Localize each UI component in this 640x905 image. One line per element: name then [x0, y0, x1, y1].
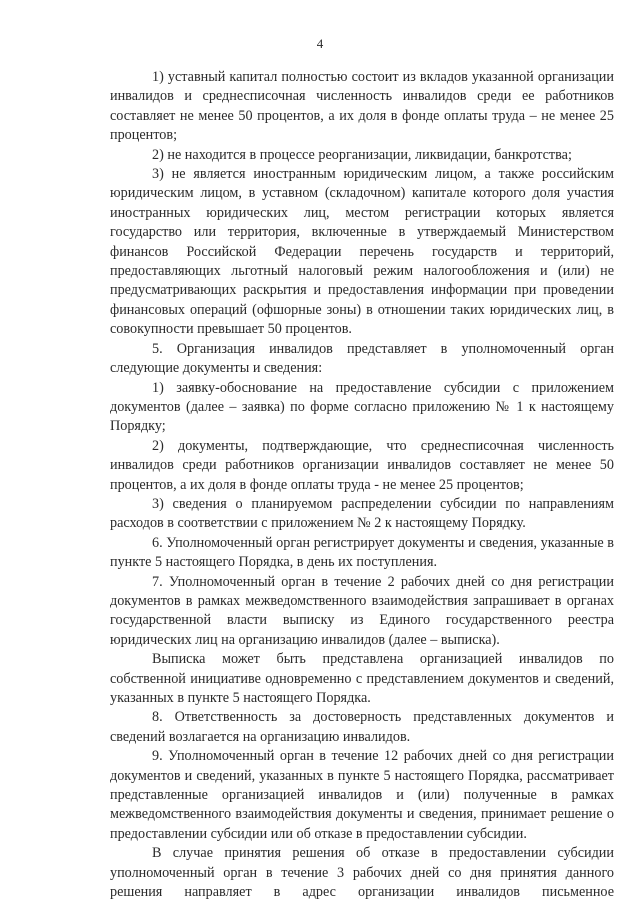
- paragraph-1: 1) уставный капитал полностью состоит из вкладов указанной организации инвалидов и среднесписочная численность инвалидов среди ее работников составляет не менее 50 процентов, а их доля в фонде оплаты труда – не менее 25 процентов;: [110, 69, 614, 144]
- paragraph-7: 3) сведения о планируемом распределении субсидии по направлениям расходов в соответствии с приложением № 2 к настоящему Порядку.: [110, 495, 614, 532]
- paragraph-2: 2) не находится в процессе реорганизации, ликвидации, банкротства;: [152, 146, 572, 163]
- paragraph-10: Выписка может быть представлена организацией инвалидов по собственной инициативе одновременно с представлением документов и сведений, указанных в пункте 5 настоящего Порядка.: [110, 651, 614, 706]
- paragraph-6: 2) документы, подтверждающие, что среднесписочная численность инвалидов среди работников организации инвалидов составляет не менее 50 процентов, а их доля в фонде оплаты труда - не менее 25 процентов;: [110, 437, 614, 493]
- paragraph-5: 1) заявку-обоснование на предоставление субсидии с приложением документов (далее – заявка) по форме согласно приложению № 1 к настоящему Порядку;: [110, 379, 614, 435]
- paragraph-12: 9. Уполномоченный орган в течение 12 рабочих дней со дня регистрации документов и сведений, указанных в пункте 5 настоящего Порядка, рассматривает представленные организацией инвалидов и (или) полученные в рамках межведомственного взаимодействия документы и сведения, принимает решение о предоставлении субсидии или об отказе в предоставлении субсидии.: [110, 748, 614, 842]
- paragraph-3: 3) не является иностранным юридическим лицом, а также российским юридическим лицом, в уставном (складочном) капитале которого доля участия иностранных юридических лиц, местом регистрации которых является государство или территория, включенные в утверждаемый Министерством финансов Российской Федерации перечень государств и территорий, предоставляющих льготный налоговый режим налогообложения и (или) не предусматривающих раскрытия и предоставления информации при проведении финансовых операций (офшорные зоны) в отношении таких юридических лиц, в совокупности превышает 50 процентов.: [110, 166, 614, 338]
- paragraph-8: 6. Уполномоченный орган регистрирует документы и сведения, указанные в пункте 5 настоящего Порядка, в день их поступления.: [110, 534, 614, 571]
- page-number: 4: [316, 36, 324, 51]
- paragraph-4: 5. Организация инвалидов представляет в уполномоченный орган следующие документы и сведения:: [110, 340, 614, 377]
- paragraph-11: 8. Ответственность за достоверность представленных документов и сведений возлагается на организацию инвалидов.: [110, 709, 614, 745]
- paragraph-13: В случае принятия решения об отказе в предоставлении субсидии уполномоченный орган в течение 3 рабочих дней со дня принятия данного решения направляет в адрес организации инвалидов письменное: [110, 845, 614, 901]
- document-body: [110, 68, 614, 902]
- paragraph-9: 7. Уполномоченный орган в течение 2 рабочих дней со дня регистрации документов в рамках межведомственного взаимодействия запрашивает в органах государственной власти выписку из Единого государственного реестра юридических лиц на организацию инвалидов (далее – выписка).: [110, 573, 614, 648]
